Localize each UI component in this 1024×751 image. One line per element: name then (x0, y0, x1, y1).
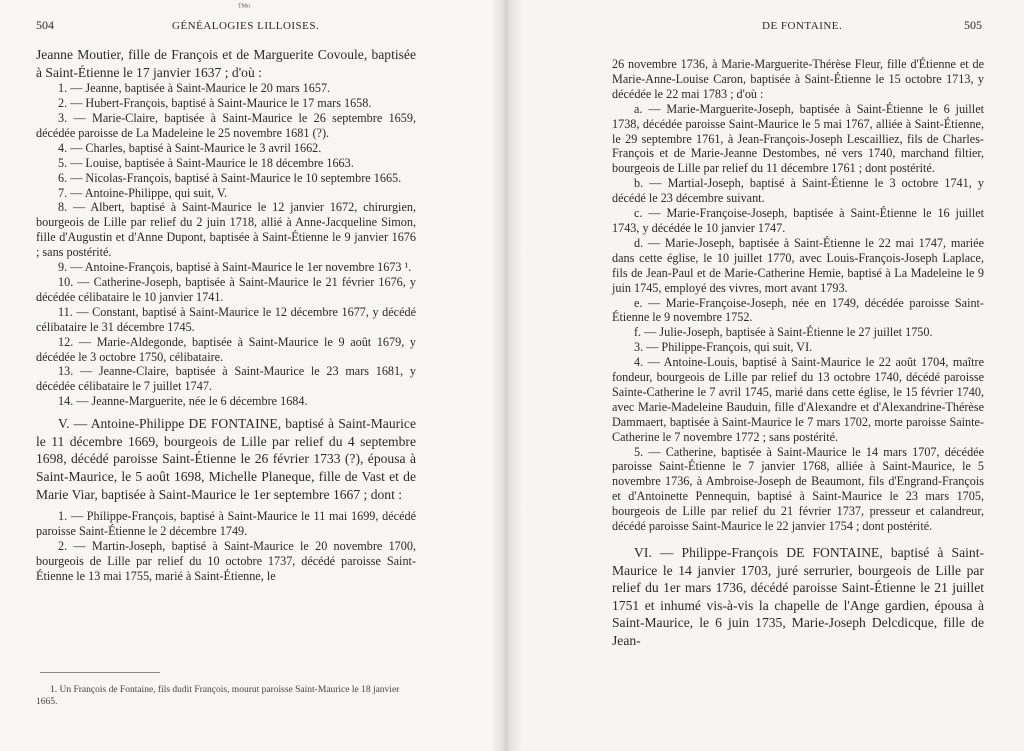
text-paragraph: 12. — Marie-Aldegonde, baptisée à Saint-Maurice le 9 août 1679, y décédée le 3 octobre 1750, célibataire. (36, 334, 416, 364)
text-paragraph: 8. — Albert, baptisé à Saint-Maurice le 12 janvier 1672, chirurgien, bourgeois de Lille par relief du 2 juin 1718, allié à Anne-Jacqueline Simon, fille d'Augustin et d'Anne Dupont, baptisée à Saint-Étienne le 9 janvier 1676 ; sans postérité. (36, 200, 416, 260)
text-paragraph: 5. — Catherine, baptisée à Saint-Maurice le 14 mars 1707, décédée paroisse Saint-Étienne le 7 janvier 1768, alliée à Saint-Maurice, le 5 novembre 1736, à Ambroise-Joseph de Beaumont, fils d'Engrand-François et d'Antoinette Pennequin, baptisé à Saint-Maurice le 23 mars 1705, bourgeois de Lille par relief du 21 février 1737, presseur et calandreur, décédé paroisse Saint-Maurice le 22 janvier 1754 ; dont postérité. (612, 444, 984, 534)
footnote-rule (40, 672, 160, 673)
text-paragraph: Jeanne Moutier, fille de François et de Marguerite Covoule, baptisée à Saint-Étienne le 17 janvier 1637 ; d'où : (36, 47, 416, 80)
right-running-head: DE FONTAINE. (762, 20, 843, 32)
text-paragraph: 10. — Catherine-Joseph, baptisée à Saint-Maurice le 21 février 1676, y décédée célibataire le 10 janvier 1741. (36, 274, 416, 304)
text-paragraph: b. — Martial-Joseph, baptisé à Saint-Étienne le 3 octobre 1741, y décédé le 23 décembre suivant. (612, 176, 984, 206)
text-paragraph: 7. — Antoine-Philippe, qui suit, V. (58, 185, 228, 200)
right-page-text (612, 57, 984, 650)
book-gutter (490, 0, 522, 751)
text-paragraph: 11. — Constant, baptisé à Saint-Maurice le 12 décembre 1677, y décédé célibataire le 31 décembre 1745. (36, 304, 416, 334)
right-page (508, 0, 1024, 751)
right-page-number: 505 (964, 18, 982, 32)
left-footnote (36, 684, 416, 708)
text-paragraph: 3. — Philippe-François, qui suit, VI. (634, 340, 813, 355)
text-paragraph: 9. — Antoine-François, baptisé à Saint-Maurice le 1er novembre 1673 ¹. (58, 260, 412, 275)
text-paragraph: 2. — Martin-Joseph, baptisé à Saint-Maurice le 20 novembre 1700, bourgeois de Lille par relief du 10 octobre 1737, décédé paroisse Saint-Étienne le 13 mai 1755, marié à Saint-Étienne, le (36, 538, 416, 583)
text-paragraph: 1. — Jeanne, baptisée à Saint-Maurice le 20 mars 1657. (58, 81, 331, 96)
left-page (0, 0, 505, 751)
left-page-number: 504 (36, 18, 54, 32)
library-stamp: ᵀᴹᵒ (238, 2, 250, 13)
text-paragraph: 2. — Hubert-François, baptisé à Saint-Maurice le 17 mars 1658. (58, 96, 372, 111)
text-paragraph: VI. — Philippe-François DE FONTAINE, baptisé à Saint-Maurice le 14 janvier 1703, juré serrurier, bourgeois de Lille par relief du 1er mars 1736, décédé paroisse Saint-Étienne le 21 juillet 1751 et inhumé vis-à-vis la chapelle de l'Ange gardien, épousa à Saint-Maurice, le 6 juin 1735, Marie-Joseph Delcdicque, fille de Jean- (612, 545, 984, 648)
text-paragraph: 3. — Marie-Claire, baptisée à Saint-Maurice le 26 septembre 1659, décédée paroisse de La Madeleine le 25 novembre 1681 (?). (36, 111, 416, 140)
text-paragraph: c. — Marie-Françoise-Joseph, baptisée à Saint-Étienne le 16 juillet 1743, y décédée le 10 janvier 1747. (612, 206, 984, 235)
text-paragraph: 1. — Philippe-François, baptisé à Saint-Maurice le 11 mai 1699, décédé paroisse Saint-Étienne le 2 décembre 1749. (36, 509, 416, 538)
text-paragraph: 14. — Jeanne-Marguerite, née le 6 décembre 1684. (58, 394, 308, 409)
text-paragraph: 26 novembre 1736, à Marie-Marguerite-Thérèse Fleur, fille d'Étienne et de Marie-Anne-Louise Caron, baptisée à Saint-Étienne le 15 octobre 1713, y décédée le 22 mai 1783 ; d'où : (612, 57, 984, 101)
footnote-text: 1. Un François de Fontaine, fils dudit François, mourut paroisse Saint-Maurice le 18 janvier 1665. (36, 685, 400, 707)
left-page-text (36, 46, 416, 584)
text-paragraph: e. — Marie-Françoise-Joseph, née en 1749, décédée paroisse Saint-Étienne le 9 novembre 1752. (612, 295, 984, 325)
text-paragraph: V. — Antoine-Philippe DE FONTAINE, baptisé à Saint-Maurice le 11 décembre 1669, bourgeois de Lille par relief du 4 septembre 1698, décédé paroisse Saint-Étienne le 26 février 1733 (?), épousa à Saint-Maurice, le 5 août 1698, Michelle Planeque, fille de Vast et de Marie Viar, baptisée à Saint-Maurice le 1er septembre 1667 ; dont : (36, 416, 416, 502)
text-paragraph: d. — Marie-Joseph, baptisée à Saint-Étienne le 22 mai 1747, mariée dans cette église, le 10 juillet 1770, avec Louis-François-Joseph Laplace, fils de Jean-Paul et de Marie-Catherine Hemie, baptisé à La Madeleine le 9 juin 1745, employé des vivres, mort avant 1793. (612, 235, 984, 295)
text-paragraph: a. — Marie-Marguerite-Joseph, baptisée à Saint-Étienne le 6 juillet 1738, décédée paroisse Saint-Maurice le 5 mai 1767, alliée à Saint-Étienne, le 29 septembre 1761, à Jean-François-Joseph Lescailliez, fils de Charles-François et de Marie-Jeanne Destombes, né vers 1740, marchand filtier, bourgeois de Lille par relief du 11 décembre 1761 ; dont postérité. (612, 101, 984, 176)
text-paragraph: f. — Julie-Joseph, baptisée à Saint-Étienne le 27 juillet 1750. (634, 325, 933, 340)
left-running-head: GÉNÉALOGIES LILLOISES. (172, 20, 320, 32)
text-paragraph: 4. — Antoine-Louis, baptisé à Saint-Maurice le 22 août 1704, maître fondeur, bourgeois de Lille par relief du 13 octobre 1740, décédé paroisse Sainte-Catherine le 7 avril 1745, marié dans cette église, le 15 février 1740, avec Marie-Madeleine Bauduin, fille d'Alexandre et d'Alexandrine-Thérèse Dammaert, baptisée à Saint-Maurice le 7 mars 1702, morte paroisse Sainte-Catherine le 7 novembre 1772 ; sans postérité. (612, 355, 984, 444)
text-paragraph: 13. — Jeanne-Claire, baptisée à Saint-Maurice le 23 mars 1681, y décédée célibataire le 7 juillet 1747. (36, 364, 416, 394)
text-paragraph: 5. — Louise, baptisée à Saint-Maurice le 18 décembre 1663. (58, 155, 354, 170)
text-paragraph: 6. — Nicolas-François, baptisé à Saint-Maurice le 10 septembre 1665. (58, 170, 402, 185)
text-paragraph: 4. — Charles, baptisé à Saint-Maurice le 3 avril 1662. (58, 140, 322, 155)
